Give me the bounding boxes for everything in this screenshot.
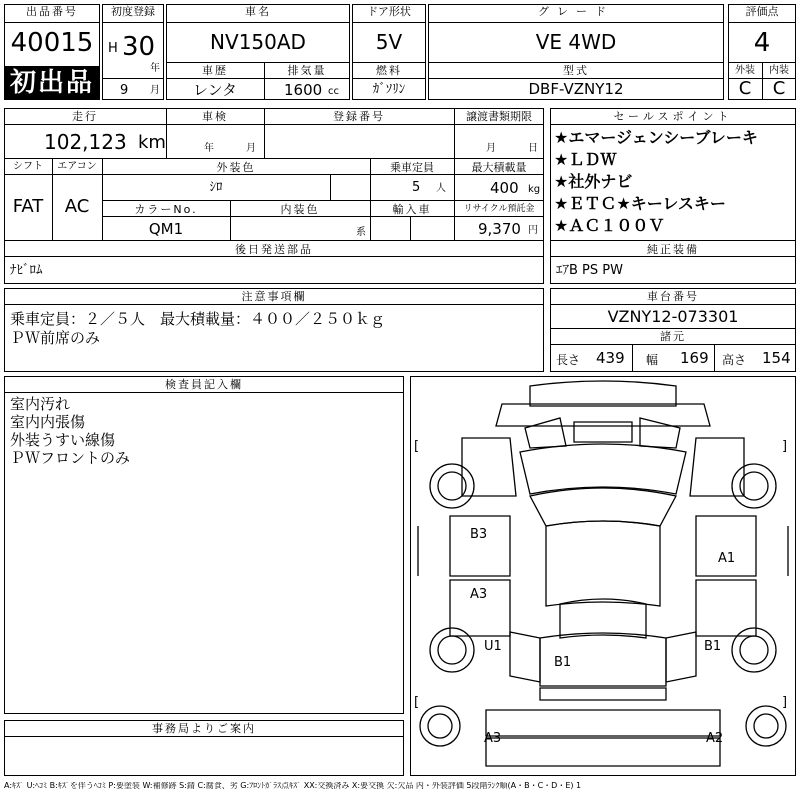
exterior-color: ｼﾛ	[209, 180, 223, 195]
displacement-label: 排気量	[287, 64, 327, 77]
capacity-label: 乗車定員	[390, 161, 434, 174]
model-label: 型式	[563, 64, 589, 77]
import-label: 輸入車	[392, 203, 432, 216]
inspector-line: 室内内張傷	[10, 413, 86, 431]
max-load: 400	[490, 179, 519, 197]
width-label: 幅	[646, 353, 659, 367]
transfer-day-unit: 日	[528, 143, 538, 154]
interior-color-unit: 系	[356, 227, 366, 238]
damage-mark: B1	[554, 655, 572, 670]
sales-point: ★ＬＤＷ	[554, 150, 617, 169]
interior-label: 内装	[769, 65, 789, 76]
recycle-unit: 円	[528, 225, 538, 236]
fuel-label: 燃料	[376, 64, 402, 77]
transfer-month-unit: 月	[486, 143, 496, 154]
car-damage-diagram	[410, 376, 796, 776]
exterior-label: 外装	[735, 65, 755, 76]
inspection-year-unit: 年	[204, 143, 214, 154]
damage-mark: A2	[706, 731, 724, 746]
later-parts-label: 後日発送部品	[235, 243, 313, 256]
fuel: ｶﾞｿﾘﾝ	[372, 82, 406, 97]
sales-point: ★ＥＴＣ★キーレスキー	[554, 194, 726, 213]
exterior-grade: C	[738, 78, 752, 99]
door-label: ドア形状	[367, 5, 411, 18]
damage-mark: B1	[704, 639, 722, 654]
era: H	[108, 41, 118, 56]
listing-number: 40015	[10, 28, 94, 58]
damage-mark: A3	[484, 731, 502, 746]
displacement-unit: cc	[328, 86, 339, 97]
equipment: ｴｱB PS PW	[556, 263, 623, 278]
max-load-unit: kg	[528, 184, 541, 195]
equipment-label: 純正装備	[647, 243, 699, 256]
mileage-unit: km	[138, 132, 166, 153]
mileage: 102,123	[44, 130, 127, 154]
sales-point: ★ＡＣ１００Ｖ	[554, 216, 665, 235]
capacity: 5	[412, 180, 421, 195]
sales-points-label: セールスポイント	[613, 110, 733, 123]
notes-label: 注意事項欄	[241, 290, 307, 303]
inspector-line: 外装うすい線傷	[10, 431, 116, 449]
transfer-deadline-label: 譲渡書類期限	[466, 110, 532, 123]
registration-month: 9	[120, 83, 129, 98]
height: 154	[762, 349, 791, 367]
svg-text:]: ]	[782, 695, 788, 710]
interior-color-label: 内装色	[280, 203, 320, 216]
shift-label: シフト	[13, 161, 43, 172]
inspector-line: 室内汚れ	[10, 395, 71, 413]
history-label: 車歴	[202, 64, 228, 77]
door-type: 5V	[375, 30, 403, 54]
notes-line: 乗車定員：２／５人 最大積載量：４００／２５０ｋｇ	[10, 310, 386, 328]
svg-text:[: [	[414, 439, 420, 454]
max-load-label: 最大積載量	[471, 161, 527, 174]
later-parts: ﾅﾋﾞﾛﾑ	[10, 263, 43, 278]
length: 439	[596, 349, 625, 367]
ac-label: エアコン	[57, 161, 97, 172]
shift: FAT	[12, 196, 44, 217]
svg-text:]: ]	[782, 439, 788, 454]
chassis-number: VZNY12-073301	[607, 307, 739, 326]
grade-label: グレード	[538, 5, 614, 18]
air-conditioning: AC	[64, 196, 90, 217]
first-registration-label: 初度登録	[111, 5, 155, 18]
registration-number-label: 登録番号	[333, 110, 385, 123]
color-number: QM1	[148, 220, 184, 238]
damage-mark: A3	[470, 587, 488, 602]
inspection-label: 車検	[202, 110, 228, 123]
inspector-label: 検査員記入欄	[165, 378, 243, 391]
car-name-label: 車名	[245, 5, 271, 18]
inspection-month-unit: 月	[246, 143, 256, 154]
notes-line: ＰＷ前席のみ	[10, 329, 101, 347]
height-label: 高さ	[722, 353, 747, 367]
grade: VE 4WD	[535, 30, 617, 54]
office-label: 事務局よりご案内	[152, 722, 256, 735]
capacity-unit: 人	[436, 183, 446, 194]
sales-point: ★社外ナビ	[554, 172, 633, 191]
exterior-color-label: 外装色	[216, 161, 256, 174]
score: 4	[753, 28, 771, 58]
car-name: NV150AD	[210, 30, 306, 54]
interior-grade: C	[772, 78, 786, 99]
damage-mark: U1	[484, 639, 502, 654]
sales-point: ★エマージェンシーブレーキ	[554, 128, 758, 147]
year-unit: 年	[150, 63, 160, 74]
listing-number-label: 出品番号	[26, 5, 78, 18]
recycle-deposit: 9,370	[478, 220, 521, 238]
first-listing-badge: 初出品	[4, 66, 100, 100]
width: 169	[680, 349, 709, 367]
color-number-label: カラーNo.	[134, 203, 198, 216]
dimensions-label: 諸元	[660, 330, 686, 343]
legend: A:ｷｽﾞ U:ﾍｺﾐ B:ｷｽﾞを伴うﾍｺﾐ P:要塗装 W:補修跡 S:錆 C:腐食、劣 G:ﾌﾛﾝﾄｶﾞﾗｽ点ｷｽﾞ XX:交換済み X:要交換 欠:欠品 内・外装評価 5段階ﾗﾝｸ順(A・B・C・D・E) 1	[4, 782, 582, 790]
damage-mark: B3	[470, 527, 488, 542]
displacement: 1600	[284, 81, 323, 99]
recycle-label: リサイクル預託金	[463, 204, 535, 214]
score-label: 評価点	[745, 5, 779, 18]
model-code: DBF-VZNY12	[528, 80, 624, 98]
month-unit: 月	[150, 85, 160, 96]
damage-mark: A1	[718, 551, 736, 566]
svg-text:[: [	[414, 695, 420, 710]
chassis-label: 車台番号	[647, 290, 699, 303]
history: レンタ	[192, 81, 238, 99]
inspector-line: ＰＷフロントのみ	[10, 449, 131, 467]
mileage-label: 走行	[72, 110, 98, 123]
length-label: 長さ	[556, 353, 581, 367]
registration-year: 30	[122, 32, 156, 62]
